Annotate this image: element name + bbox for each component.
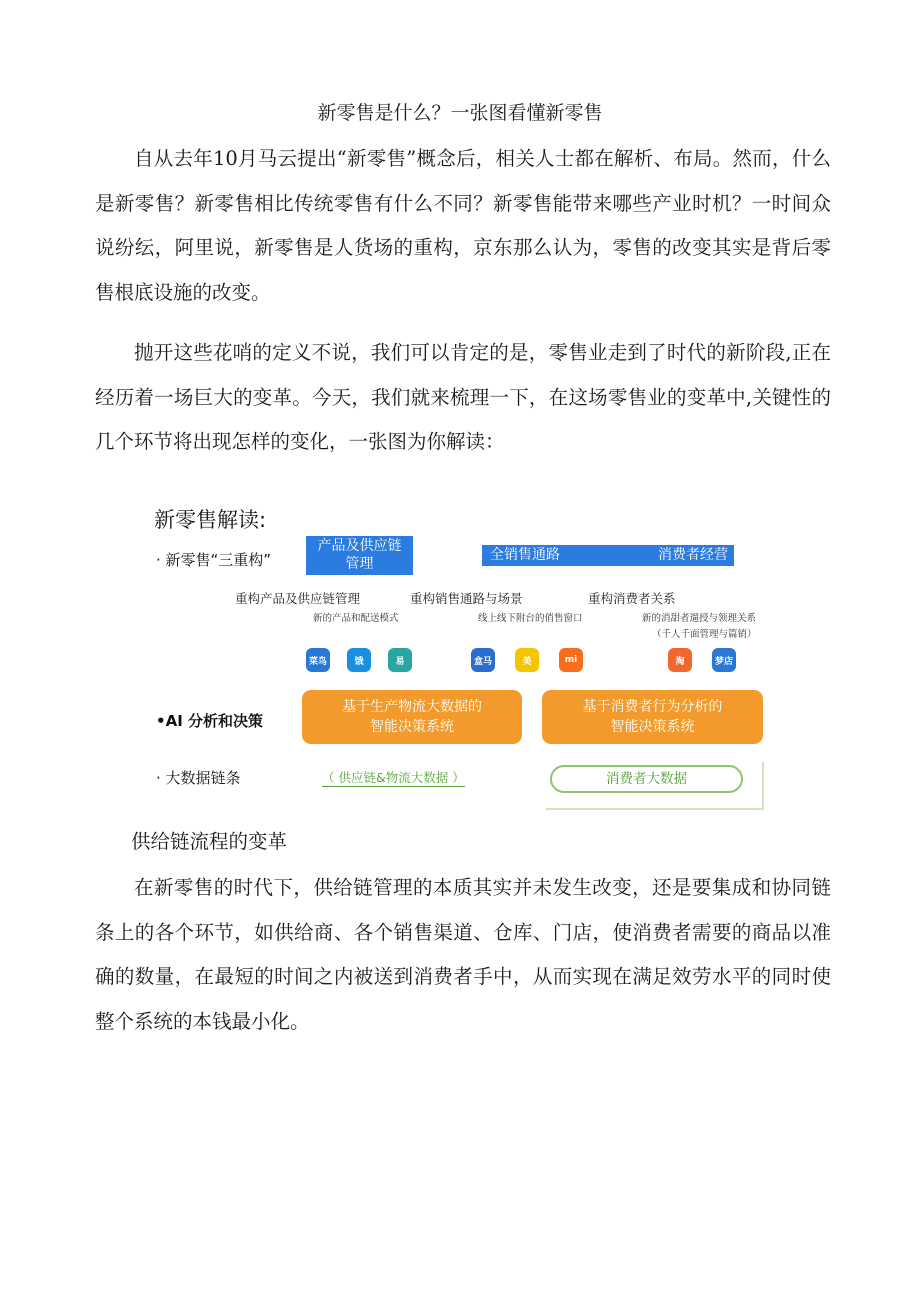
supply-chain-data-label: （ 供应链&物流大数据 ） — [322, 770, 465, 785]
paragraph-1: 自从去年10月马云提出“新零售”概念后，相关人士都在解析、布局。然而，什么是新零售？新零售相比传统零售有什么不同？新零售能带来哪些产业时机？一时间众说纷纭，阿里说，新零售是人货场的重构，京东那么认为，零售的改变其实是背后零售根底设施的改变。 — [95, 147, 831, 304]
mengdian-icon: 梦店 — [712, 648, 736, 672]
consumer-decision-line2: 智能决策系统 — [610, 719, 695, 735]
article-title: 新零售是什么？一张图看懂新零售 — [317, 102, 603, 124]
new-retail-figure — [150, 500, 770, 815]
supply-chain-box — [306, 536, 413, 575]
production-decision-line1: 基于生产物流大数据的 — [342, 699, 482, 715]
figure-title: 新零售解读: — [154, 508, 267, 532]
supply-chain-box-line2: 管理 — [345, 556, 374, 572]
hema-icon: 盒马 — [471, 648, 495, 672]
consumer-decision-line1: 基于消费者行为分析的 — [582, 699, 723, 715]
section-heading: 供给链流程的变革 — [131, 830, 288, 853]
meituan-icon: 美 — [515, 648, 539, 672]
row-bigdata-label: · 大数据链条 — [156, 769, 241, 787]
row-ai-label: •AI 分析和决策 — [156, 712, 264, 730]
column-1-subtitle: 新的产品和配送模式 — [313, 613, 399, 624]
yihaodian-icon: 易 — [388, 648, 412, 672]
paragraph-3: 在新零售的时代下，供给链管理的本质其实并未发生改变，还是要集成和协同链条上的各个环节，如供给商、各个销售渠道、仓库、门店，使消费者需要的商品以准确的数量，在最短的时间之内被送到消费者手中，从而实现在满足效劳水平的同时使整个系统的本钱最小化。 — [95, 876, 831, 1033]
column-3-title: 重构消费者关系 — [588, 591, 676, 606]
consumer-decision-box — [542, 690, 763, 744]
column-3-subtitle-2: （千人千面管理与篇销） — [652, 629, 757, 640]
channel-consumer-box — [482, 545, 734, 566]
production-decision-box — [302, 690, 522, 744]
xiaomi-icon: mi — [559, 648, 583, 672]
paragraph-2: 抛开这些花哨的定义不说，我们可以肯定的是，零售业走到了时代的新阶段,正在经历着一场巨大的变革。今天，我们就来梳理一下，在这场零售业的变革中,关键性的几个环节将出现怎样的变化，一张图为你解读： — [95, 341, 831, 453]
row-three-restructures-label: · 新零售“三重构” — [156, 551, 272, 569]
column-2-title: 重构销售通路与场景 — [410, 591, 523, 606]
cainiao-icon: 菜鸟 — [306, 648, 330, 672]
taobao-icon: 淘 — [668, 648, 692, 672]
all-channel-label: 全销售通路 — [490, 547, 560, 563]
production-decision-line2: 智能决策系统 — [370, 719, 454, 735]
consumer-data-pill: 消费者大数据 — [550, 765, 743, 793]
eleme-icon: 饿 — [347, 648, 371, 672]
supply-chain-box-line1: 产品及供应链 — [317, 538, 402, 554]
column-2-subtitle: 线上线下附台的俏售窗口 — [478, 613, 583, 624]
consumer-operation-label: 消费者经营 — [658, 547, 728, 563]
column-3-subtitle-1: 新的消甜者遛授与领理关系 — [642, 613, 757, 624]
column-1-title: 重构产品及供应链管理 — [235, 591, 361, 606]
